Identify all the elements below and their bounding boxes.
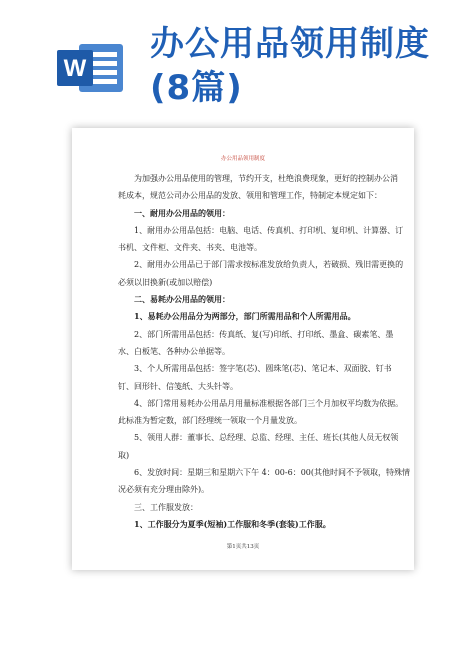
- page-title: [150, 22, 470, 110]
- page-footer: 第1页共13页: [226, 544, 260, 550]
- document-page: [72, 128, 414, 570]
- document-line: 三、工作服发放：: [134, 502, 198, 512]
- title-line-1: 办公用品领用制度: [150, 24, 430, 64]
- header-banner: [0, 0, 474, 120]
- document-title: 办公用品领用制度: [220, 156, 265, 162]
- document-line: 水、白板笔、各种办公单据等。: [118, 346, 230, 356]
- document-line: 5、领用人群：董事长、总经理、总监、经理、主任、班长(其他人员无权领: [134, 433, 399, 443]
- document-line: 为加强办公用品使用的管理，节约开支，杜绝浪费现象，更好的控制办公消: [134, 174, 398, 183]
- document-line: 书机、文件柜、文件夹、书夹、电池等。: [118, 243, 262, 253]
- document-line: 6、发放时间：星期三和星期六下午 4：00-6：00(其他时间不予领取，特殊情: [134, 468, 410, 478]
- document-line: 钉、回形针、信笺纸、大头针等。: [118, 381, 238, 391]
- document-line: 耗成本，规范公司办公用品的发放、领用和管理工作，特制定本规定如下：: [118, 191, 382, 201]
- document-line: 3、个人所需用品包括：签字笔(芯)、圆珠笔(芯)、笔记本、双面胶、钉书: [134, 364, 392, 374]
- document-line: 取): [118, 450, 130, 460]
- svg-text:W: W: [63, 55, 87, 82]
- document-line: 1、工作服分为夏季(短袖)工作服和冬季(套装)工作服。: [134, 518, 331, 529]
- document-body: [118, 170, 410, 533]
- document-line: 一、耐用办公用品的领用：: [134, 207, 230, 218]
- document-line: 4、部门常用易耗办公用品月用量标准根据各部门三个月加权平均数为依据。: [134, 398, 404, 408]
- document-line: 2、耐用办公用品已于部门需求按标准发放给负责人，若破损、残旧需更换的: [134, 260, 404, 270]
- word-document-icon: [57, 42, 125, 94]
- document-line: 二、易耗办公用品的领用：: [134, 294, 230, 305]
- document-line: 1、耐用办公用品包括：电脑、电话、传真机、打印机、复印机、计算器、订: [134, 225, 404, 235]
- document-line: 2、部门所需用品包括：传真纸、复(写)印纸、打印纸、墨盒、碳素笔、墨: [134, 329, 394, 339]
- document-line: 必须以旧换新(或加以赔偿): [118, 277, 213, 287]
- document-line: 此标准为暂定数，部门经理统一领取一个月量发放。: [118, 416, 302, 426]
- document-line: 1、易耗办公用品分为两部分，部门所需用品和个人所需用品。: [134, 311, 356, 322]
- document-line: 况必须有充分理由除外)。: [118, 485, 210, 495]
- title-line-2: (8篇): [150, 68, 243, 108]
